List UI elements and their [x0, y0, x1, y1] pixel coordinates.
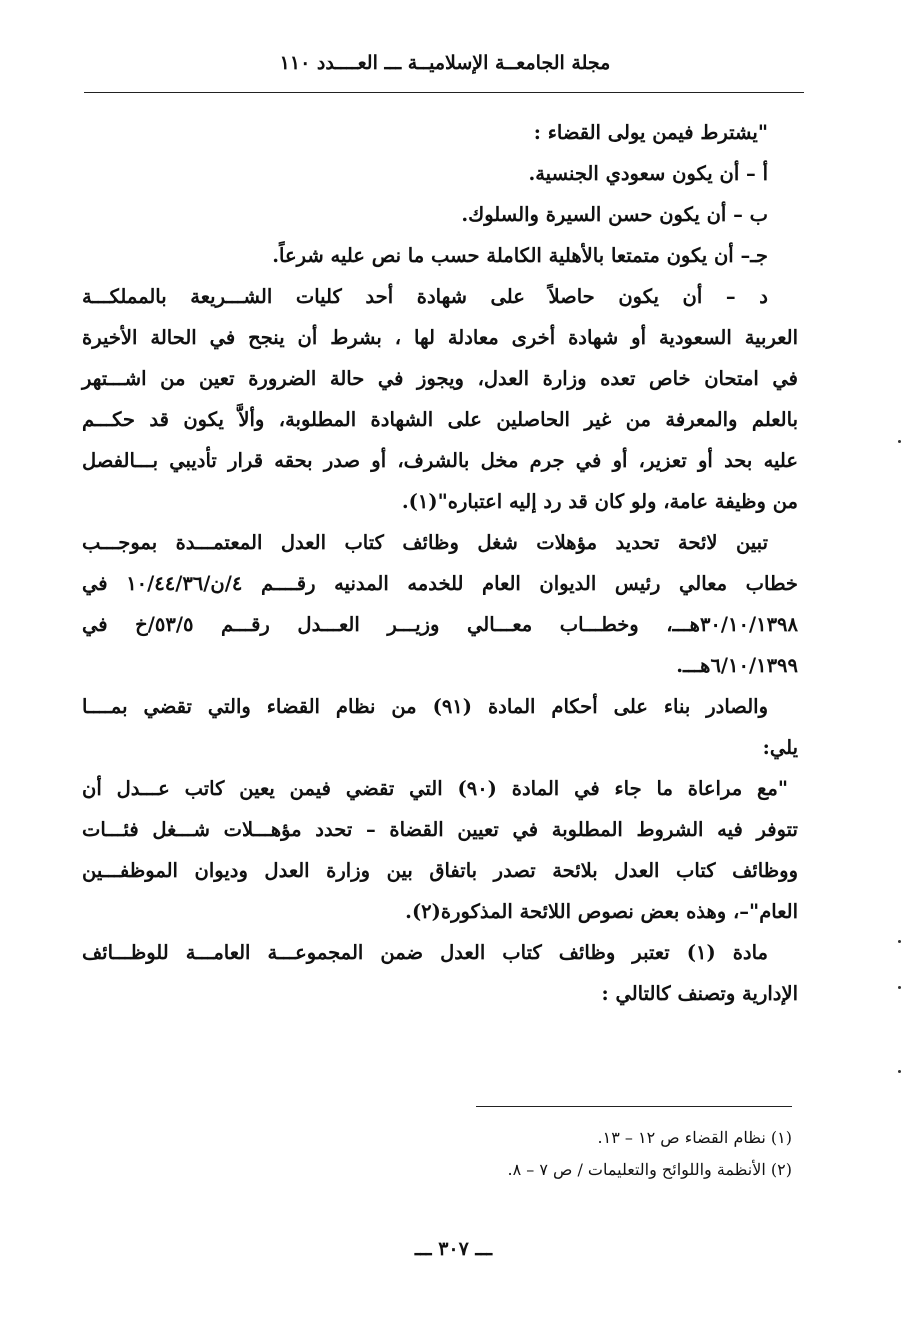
text-line: ب – أن يكون حسن السيرة والسلوك. [461, 203, 768, 226]
text-line: ٦/١٠/١٣٩٩هـــ. [676, 654, 798, 677]
text-line: ٣٠/١٠/١٣٩٨هـــ، وخطـــاب معـــالي وزيـــر العـــدل رقـــم ٥٣/٥/خ في [82, 613, 798, 636]
text-line: العربية السعودية أو شهادة أخرى معادلة لها ، بشرط أن ينجح في الحالة الأخيرة [82, 326, 798, 349]
margin-mark [898, 440, 901, 443]
text-line: بالعلم والمعرفة من غير الحاصلين على الشهادة المطلوبة، وألاَّ يكون قد حكـــم [82, 408, 798, 431]
text-line: "مع مراعاة ما جاء في المادة (٩٠) التي تقضي فيمن يعين كاتب عـــدل أن [82, 777, 788, 800]
footnotes [400, 1122, 792, 1186]
text-line: تبين لائحة تحديد مؤهلات شغل وظائف كتاب العدل المعتمـــدة بموجـــب [82, 531, 768, 554]
margin-mark [898, 986, 901, 989]
text-line: تتوفر فيه الشروط المطلوبة في تعيين القضاة – تحدد مؤهـــلات شـــغل فئـــات [82, 818, 798, 841]
page-number: ـــ ٣٠٧ ـــ [414, 1238, 493, 1260]
footnote: (٢) الأنظمة واللوائح والتعليمات / ص ٧ – ٨. [507, 1160, 792, 1179]
running-header: مجلة الجامعــة الإسلاميــة ـــ العــــدد ١١٠ [279, 52, 611, 74]
text-line: "يشترط فيمن يولى القضاء : [533, 121, 768, 144]
text-line: خطاب معالي رئيس الديوان العام للخدمه المدنيه رقــــم ٤/ن/١٠/٤٤/٣٦ في [82, 572, 798, 595]
text-line: العام"–، وهذه بعض نصوص اللائحة المذكورة(٢). [405, 900, 798, 923]
footnote-rule [476, 1106, 792, 1107]
text-line: في امتحان خاص تعده وزارة العدل، ويجوز في حالة الضرورة تعين من اشـــتهر [82, 367, 798, 390]
text-line: والصادر بناء على أحكام المادة (٩١) من نظام القضاء والتي تقضي بمــــا [82, 695, 768, 718]
text-line: الإدارية وتصنف كالتالي : [601, 982, 798, 1005]
text-line: جـ– أن يكون متمتعا بالأهلية الكاملة حسب ما نص عليه شرعاً. [272, 244, 768, 267]
body-text [82, 112, 798, 1014]
text-line: أ – أن يكون سعودي الجنسية. [528, 162, 768, 185]
header-rule [84, 92, 804, 93]
text-line: ووظائف كتاب العدل بلائحة تصدر باتفاق بين وزارة العدل وديوان الموظفـــين [82, 859, 798, 882]
text-line: من وظيفة عامة، ولو كان قد رد إليه اعتباره"(١). [401, 490, 798, 513]
text-line: د – أن يكون حاصلاً على شهادة أحد كليات الشـــريعة بالمملكـــة [82, 285, 768, 308]
text-line: عليه بحد أو تعزير، أو في جرم مخل بالشرف، أو صدر بحقه قرار تأديبي بـــالفصل [82, 449, 798, 472]
text-line: مادة (١) تعتبر وظائف كتاب العدل ضمن المجموعـــة العامـــة للوظـــائف [82, 941, 768, 964]
footnote: (١) نظام القضاء ص ١٢ – ١٣. [597, 1128, 792, 1147]
margin-mark [898, 940, 901, 943]
text-line: يلي: [762, 736, 798, 759]
margin-mark [898, 1070, 901, 1073]
